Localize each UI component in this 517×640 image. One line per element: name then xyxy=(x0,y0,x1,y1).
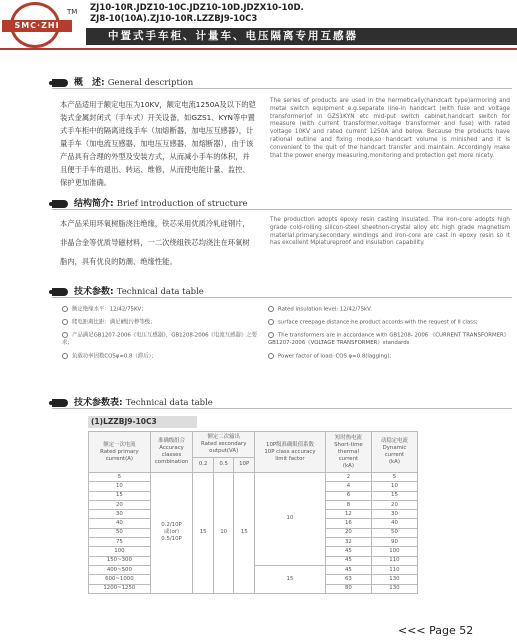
table-cell: 130 xyxy=(371,575,417,584)
table-cell: 45 xyxy=(325,556,371,565)
list-item: 负载功率因数COSφ=0.8（滞后）； xyxy=(62,353,258,361)
params-cn-list xyxy=(62,306,258,361)
table-cell: 20 xyxy=(325,528,371,537)
table-cell: 10 xyxy=(371,482,417,491)
table-cell: 15 xyxy=(371,491,417,500)
col-subheader: 0.2 xyxy=(193,457,214,472)
table-cell: 32 xyxy=(325,538,371,547)
params-en-list xyxy=(268,306,508,361)
table-cell: 5 xyxy=(371,473,417,482)
section-heading-params: 技术参数: Technical data table xyxy=(52,284,204,297)
list-item: The transformers are in accordance with GB1208- 2006 《CURRENT TRANSFORMER》GB1207-2006《VOLTAGE TRANSFORMER》standards xyxy=(268,332,507,346)
col-header-accuracy: 准确级组合 Accuracy classes combination xyxy=(150,432,193,473)
table-cell: 20 xyxy=(89,500,151,509)
list-item: 爬电距离比距：满足Ⅱ级污秽等级； xyxy=(62,319,258,327)
table-cell: 75 xyxy=(89,538,151,547)
table-cell: 130 xyxy=(371,584,417,593)
table-cell: 15 xyxy=(193,473,214,594)
table-cell: 10 xyxy=(213,473,234,594)
table-cell: 90 xyxy=(371,538,417,547)
table-cell: 100 xyxy=(371,547,417,556)
table-cell: 4 xyxy=(325,482,371,491)
divider xyxy=(52,408,512,409)
section-heading-table: 技术参数表: Technical data table xyxy=(52,395,213,408)
table-cell: 0.2/10P 或(or) 0.5/10P xyxy=(150,473,193,594)
structure-en-text: The production adopts epoxy resin casting insulated. The iron-core adopts high grade cold-rolling silicon-steel sheetnon-crystal alloy etc high grade magnetism material.primary.secondary windings and iron-core are cast in epoxy resin so it has excellent Mpiatureproof and insulation capability. xyxy=(270,217,510,247)
col-subheader: 0.5 xyxy=(213,457,234,472)
list-item: Power factor of load: COS φ=0.8(lagging); xyxy=(268,353,508,361)
section-heading-overview: 概 述: General description xyxy=(52,75,193,88)
table-cell: 50 xyxy=(371,528,417,537)
col-header-short-time: 短时热电流 Short-time thermal current (kA) xyxy=(325,432,371,473)
table-cell: 150~300 xyxy=(89,556,151,565)
trademark: TM xyxy=(67,8,78,16)
table-body xyxy=(89,473,418,594)
table-cell: 50 xyxy=(89,528,151,537)
table-cell: 30 xyxy=(371,510,417,519)
list-item: surface creepage distance:he product accords with the request of II class; xyxy=(268,319,508,327)
col-header-dynamic: 动稳定电流 Dynamic current (kA) xyxy=(371,432,417,473)
model-list: ZJ10-10R.JDZ10-10C.JDZ10-10D.JDZX10-10D. ZJ8-10(10A).ZJ10-10R.LZZBJ9-10C3 xyxy=(90,3,304,24)
table-cell: 10 xyxy=(254,473,325,566)
table-cell: 5 xyxy=(89,473,151,482)
table-cell: 8 xyxy=(325,500,371,509)
divider xyxy=(52,209,512,210)
pointing-hand-icon xyxy=(52,79,68,87)
divider xyxy=(52,88,512,89)
table-row xyxy=(89,473,418,482)
table-cell: 400~500 xyxy=(89,565,151,574)
col-subheader: 10P xyxy=(234,457,255,472)
company-logo: SMC·ZHI xyxy=(0,0,78,50)
technical-data-table xyxy=(88,431,418,594)
table-cell: 2 xyxy=(325,473,371,482)
divider xyxy=(52,297,512,298)
section-heading-structure: 结构简介: Brief introduction of structure xyxy=(52,196,248,209)
table-title: (1)LZZBJ9-10C3 xyxy=(88,416,197,428)
table-cell: 45 xyxy=(325,565,371,574)
col-header-primary: 额定一次电流 Rated primary current(A) xyxy=(89,432,151,473)
header-divider xyxy=(0,48,517,50)
table-cell: 45 xyxy=(325,547,371,556)
table-cell: 6 xyxy=(325,491,371,500)
table-cell: 110 xyxy=(371,565,417,574)
table-cell: 15 xyxy=(234,473,255,594)
pointing-hand-icon xyxy=(52,288,68,296)
table-cell: 30 xyxy=(89,510,151,519)
table-cell: 100 xyxy=(89,547,151,556)
page-title: 中置式手车柜、计量车、电压隔离专用互感器 xyxy=(108,30,358,42)
table-cell: 20 xyxy=(371,500,417,509)
table-cell: 12 xyxy=(325,510,371,519)
table-cell: 15 xyxy=(89,491,151,500)
col-header-secondary: 额定二次输出 Rated secondary output(VA) xyxy=(193,432,255,458)
table-cell: 40 xyxy=(371,519,417,528)
table-cell: 16 xyxy=(325,519,371,528)
overview-cn-text: 本产品适用于额定电压为10KV，额定电流1250A及以下的铠装式金属封闭式（手车式）开关设备，如GZS1、KYN等中置式手车柜中的隔离进线手车（加熔断器、加电压互感器），计量手车（加电流互感器、加电压互感器、加熔断器），由于该产品具有合理的外型及安装方式，从而减小手车的体积，并且便于手车的退出、转运、维修，从而使电能计量、监控、保护更加准确。 xyxy=(60,100,256,187)
table-cell: 15 xyxy=(254,565,325,593)
overview-en-text: The series of products are used in the hermetically(handcart type)armoring and metal switch equipment e.g.separate line-in handcart (with fuse and voltage transformer)of in GZS1KYN etc mid-put switch cabinet,handcart switch for measure (with current transformer,voltage transformer and fuse) with rated voltage 10KV and rated current 1250A and below. Because the products have rational outline and fixing mode,so handcart volume is minished and it is convenient to the quit of the handcart transfer and maintain. Accordingly make that the power energy measuring,monitoring and protection get more nicety. xyxy=(270,98,510,159)
col-header-factor: 10P级准确限值系数 10P class accuracy limit factor xyxy=(254,432,325,473)
list-item: 额定绝缘水平：12/42/75KV； xyxy=(62,306,258,314)
list-item: 产品满足GB1207-2006《电压互感器》，GB1208-2006《电流互感器》之要求； xyxy=(62,332,258,346)
table-cell: 63 xyxy=(325,575,371,584)
structure-cn-text: 本产品采用环氧树脂浇注绝缘，铁芯采用优质冷轧硅钢片，非晶合金等优质导磁材料，一二次绕组铁芯均浇注在环氧树脂内，具有优良的防潮、绝缘性能。 xyxy=(60,219,250,266)
table-cell: 10 xyxy=(89,482,151,491)
table-cell: 1200~1250 xyxy=(89,584,151,593)
pointing-hand-icon xyxy=(52,200,68,208)
table-cell: 110 xyxy=(371,556,417,565)
page-number: <<< Page 52 xyxy=(398,624,474,637)
table-cell: 600~1000 xyxy=(89,575,151,584)
table-cell: 40 xyxy=(89,519,151,528)
pointing-hand-icon xyxy=(52,399,68,407)
list-item: Rated insulation level: 12/42/75kV. xyxy=(268,306,508,314)
table-cell: 80 xyxy=(325,584,371,593)
